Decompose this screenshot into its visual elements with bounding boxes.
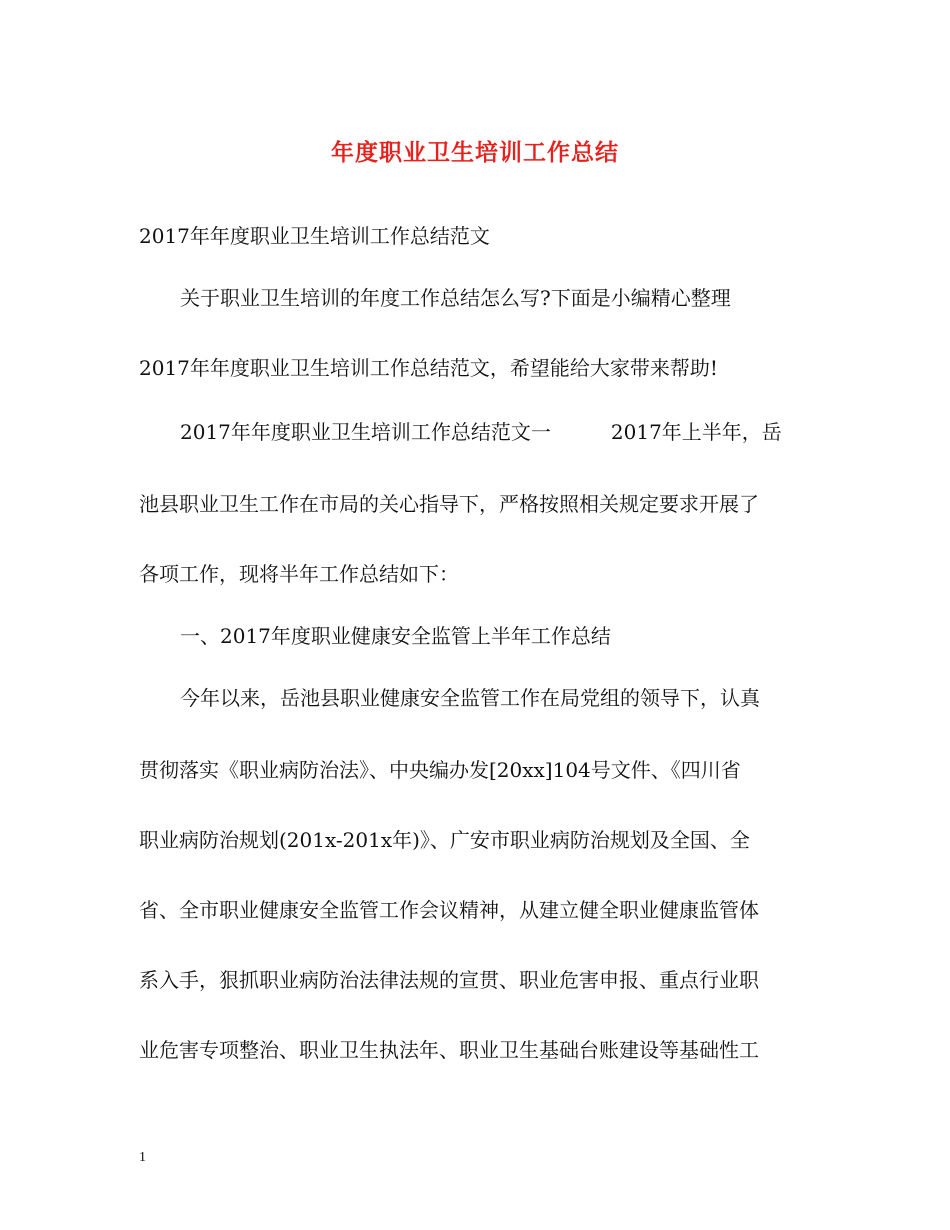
body-line-13: 业危害专项整治、职业卫生执法年、职业卫生基础台账建设等基础性工 [139, 1038, 759, 1062]
body-line-10: 职业病防治规划(201x-201x年)》、广安市职业病防治规划及全国、全 [139, 828, 750, 852]
document-title: 年度职业卫生培训工作总结 [331, 139, 619, 166]
body-line-3: 2017年年度职业卫生培训工作总结范文，希望能给大家带来帮助! [139, 356, 718, 380]
body-line-12: 系入手，狠抓职业病防治法律法规的宣贯、职业危害申报、重点行业职 [139, 968, 759, 992]
body-line-8: 今年以来，岳池县职业健康安全监管工作在局党组的领导下，认真 [180, 686, 760, 710]
body-line-7: 一、2017年度职业健康安全监管上半年工作总结 [180, 624, 611, 648]
page-number: 1 [139, 1150, 146, 1165]
body-line-6: 各项工作，现将半年工作总结如下： [139, 562, 459, 586]
body-line-11: 省、全市职业健康安全监管工作会议精神，从建立健全职业健康监管体 [139, 898, 759, 922]
body-line-5: 池县职业卫生工作在市局的关心指导下，严格按照相关规定要求开展了 [139, 492, 759, 516]
body-line-1: 2017年年度职业卫生培训工作总结范文 [139, 224, 490, 248]
body-line-9: 贯彻落实《职业病防治法》、中央编办发[20xx]104号文件、《四川省 [139, 758, 741, 782]
body-line-4: 2017年年度职业卫生培训工作总结范文一 2017年上半年，岳 [180, 420, 782, 444]
body-line-2: 关于职业卫生培训的年度工作总结怎么写?下面是小编精心整理 [180, 286, 731, 310]
